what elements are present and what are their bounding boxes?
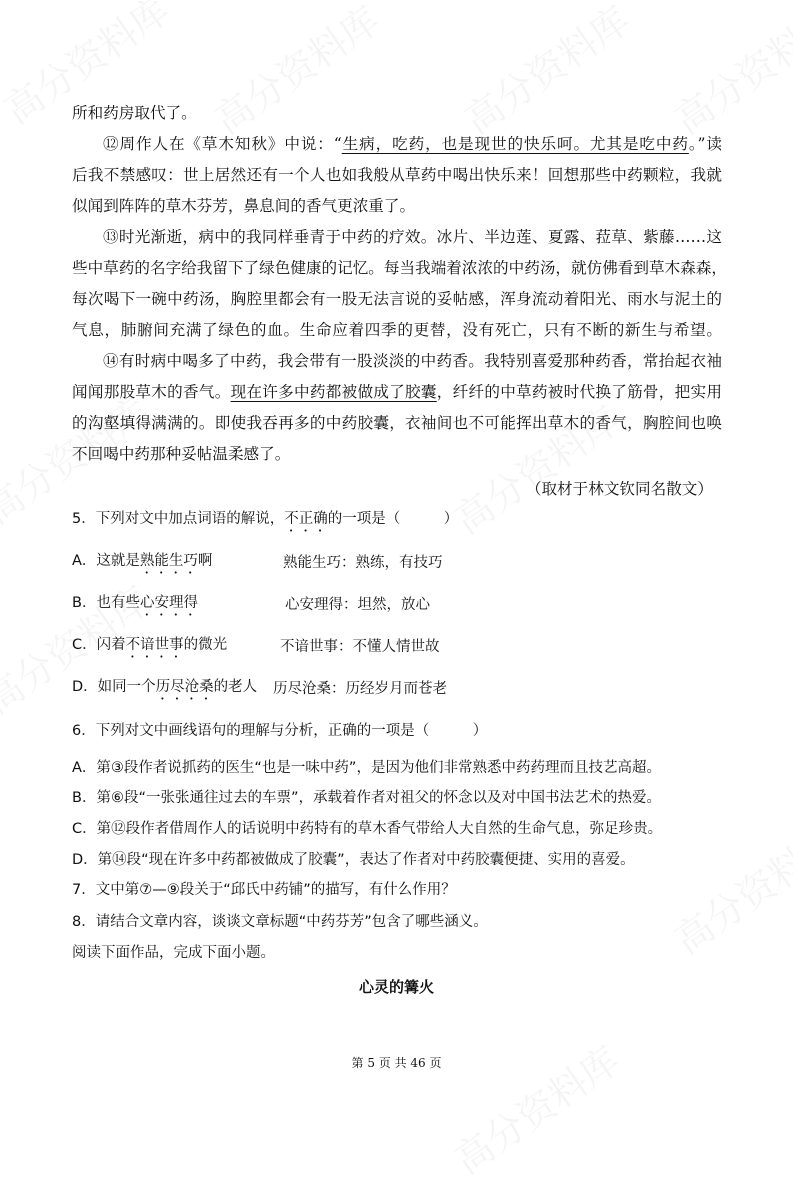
paragraph-12-line: 后我不禁感叹：世上居然还有一个人也如我般从草药中喝出快乐来！回想那些中药颗粒，我就 xyxy=(72,166,722,184)
text: 啊 xyxy=(197,553,213,569)
option-a-explanation: 熟能生巧：熟练，有技巧 xyxy=(283,555,443,571)
attribution: （取材于林文钦同名散文） xyxy=(525,480,713,498)
paragraph-12-line xyxy=(103,134,722,154)
option-b xyxy=(72,593,198,619)
text: ，纤纤的中草药被时代换了筋骨，把实用 xyxy=(436,383,722,401)
paragraph-13-line: ⑬时光渐逝，病中的我同样垂青于中药的疗效。冰片、半边莲、夏露、菈草、紫藤……这 xyxy=(103,228,722,246)
option-d-explanation: 历尽沧桑：历经岁月而苍老 xyxy=(273,681,447,697)
text: B．也有些 xyxy=(72,595,140,611)
underlined-sentence: 现在许多中药都被做成了胶囊 xyxy=(230,383,437,401)
paragraph-13-line: 些中草药的名字给我留下了绿色健康的记忆。每当我端着浓浓的中药汤，就仿佛看到草木森森， xyxy=(72,259,727,277)
text: 闻闻那股草木的香气。 xyxy=(72,383,231,401)
text: 的老人 xyxy=(213,679,258,695)
question-7: 7．文中第⑦—⑨段关于“邱氏中药铺”的描写，有什么作用？ xyxy=(72,882,456,898)
text: 。”读 xyxy=(688,135,722,153)
paragraph-14-line xyxy=(72,382,722,402)
option-c: C．第⑫段作者借周作人的话说明中药特有的草木香气带给人大自然的生命气息，弥足珍贵。 xyxy=(72,821,663,837)
watermark xyxy=(661,810,793,964)
question-8: 8．请结合文章内容，谈谈文章标题“中药芬芳”包含了哪些涵义。 xyxy=(72,914,488,930)
paragraph-14-line: 不回喝中药那种妥帖温柔感了。 xyxy=(72,445,291,463)
dotted-word: 心安理得 xyxy=(139,595,198,611)
reading-instruction: 阅读下面作品，完成下面小题。 xyxy=(72,945,275,961)
underlined-sentence: 生病，吃药，也是现世的快乐呵。尤其是吃中药 xyxy=(341,135,689,153)
question-stem: 6．下列对文中画线语句的理解与分析，正确的一项是（ ） xyxy=(72,723,488,739)
option-d: D．第⑭段“现在许多中药都被做成了胶囊”，表达了作者对中药胶囊便捷、实用的喜爱。 xyxy=(72,852,635,868)
dotted-word: 熟能生巧 xyxy=(139,553,198,569)
paragraph-11-tail: 所和药房取代了。 xyxy=(72,104,197,122)
option-d xyxy=(72,677,257,703)
page-footer: 第 5 页 共 46 页 xyxy=(351,1056,442,1070)
text: ⑫周作人在《草木知秋》中说：“ xyxy=(103,135,342,153)
text: A．这就是 xyxy=(72,553,140,569)
option-b: B．第⑥段“一张张通往过去的车票”，承载着作者对祖父的怀念以及对中国书法艺术的热爱。 xyxy=(72,790,661,806)
paragraph-12-line: 似闻到阵阵的草木芬芳，鼻息间的香气更浓重了。 xyxy=(72,197,416,215)
text: D．如同一个 xyxy=(72,679,156,695)
paragraph-14-line: 的沟壑填得满满的。即使我吞再多的中药胶囊，衣袖间也不可能挥出草木的香气，胸腔间也唤 xyxy=(72,414,722,432)
option-c xyxy=(72,635,227,661)
option-c-explanation: 不谙世事：不懂人情世故 xyxy=(280,639,440,655)
option-a xyxy=(72,551,212,577)
text: 的微光 xyxy=(183,637,228,653)
next-passage-title: 心灵的篝火 xyxy=(358,978,434,996)
dotted-word: 不正确 xyxy=(284,511,328,527)
option-b-explanation: 心安理得：坦然，放心 xyxy=(285,597,430,613)
paragraph-13-line: 气息，肺腑间充满了绿色的血。生命应着四季的更替，没有死亡，只有不断的新生与希望。 xyxy=(72,321,722,339)
dotted-word: 历尽沧桑 xyxy=(155,679,214,695)
paragraph-13-line: 每次喝下一碗中药汤，胸腔里都会有一股无法言说的妥帖感，浑身流动着阳光、雨水与泥土的 xyxy=(72,290,722,308)
option-a: A．第③段作者说抓药的医生“也是一味中药”，是因为他们非常熟悉中药药理而且技艺高超。 xyxy=(72,760,661,776)
text: 的一项是（ ） xyxy=(327,511,459,527)
text: C．闪着 xyxy=(72,637,126,653)
text: 5．下列对文中加点词语的解说， xyxy=(72,511,285,527)
dotted-word: 不谙世事 xyxy=(125,637,184,653)
paragraph-14-line: ⑭有时病中喝多了中药，我会带有一股淡淡的中药香。我特别喜爱那种药香，常抬起衣袖 xyxy=(103,352,722,370)
question-stem xyxy=(72,509,458,535)
